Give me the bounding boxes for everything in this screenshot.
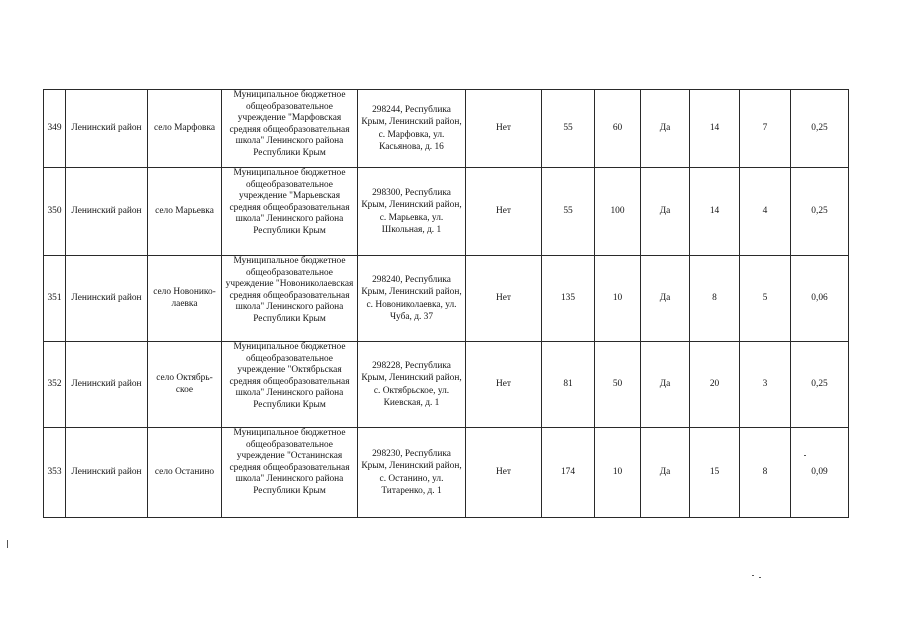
locality-cell: село Октябрь-ское	[148, 342, 222, 428]
col10-cell: 14	[690, 168, 740, 256]
col8-cell: 100	[595, 168, 641, 256]
table-body	[44, 90, 849, 518]
locality-cell: село Новонико-лаевка	[148, 256, 222, 342]
row-number: 353	[44, 428, 66, 518]
col9-cell: Да	[641, 342, 690, 428]
col10-cell: 15	[690, 428, 740, 518]
row-number: 351	[44, 256, 66, 342]
col11-cell: 7	[740, 90, 791, 168]
col12-cell: 0,25	[791, 342, 849, 428]
col7-cell: 55	[542, 168, 595, 256]
col8-cell: 10	[595, 256, 641, 342]
school-name-cell: Муниципальное бюджетное общеобразовательное учреждение "Новониколаевская средняя общеобразовательная школа" Ленинского района Республики Крым	[222, 256, 358, 342]
col11-cell: 8	[740, 428, 791, 518]
col11-cell: 4	[740, 168, 791, 256]
col7-cell: 81	[542, 342, 595, 428]
col10-cell: 14	[690, 90, 740, 168]
district-cell: Ленинский район	[66, 342, 148, 428]
table-row	[44, 256, 849, 342]
district-cell: Ленинский район	[66, 256, 148, 342]
col9-cell: Да	[641, 90, 690, 168]
col11-cell: 3	[740, 342, 791, 428]
col7-cell: 135	[542, 256, 595, 342]
scan-speck	[759, 577, 761, 578]
locality-cell: село Марфовка	[148, 90, 222, 168]
address-cell: 298300, Республика Крым, Ленинский район, с. Марьевка, ул. Школьная, д. 1	[358, 168, 466, 256]
col8-cell: 60	[595, 90, 641, 168]
table-row	[44, 168, 849, 256]
col6-cell: Нет	[466, 342, 542, 428]
col8-cell: 50	[595, 342, 641, 428]
schools-table	[43, 89, 849, 518]
school-name-cell: Муниципальное бюджетное общеобразовательное учреждение "Октябрьская средняя общеобразовательная школа" Ленинского района Республики Крым	[222, 342, 358, 428]
col7-cell: 55	[542, 90, 595, 168]
school-name-cell: Муниципальное бюджетное общеобразовательное учреждение "Останинская средняя общеобразовательная школа" Ленинского района Республики Крым	[222, 428, 358, 518]
row-number: 350	[44, 168, 66, 256]
address-cell: 298240, Республика Крым, Ленинский район, с. Новониколаевка, ул. Чуба, д. 37	[358, 256, 466, 342]
district-cell: Ленинский район	[66, 90, 148, 168]
col11-cell: 5	[740, 256, 791, 342]
col6-cell: Нет	[466, 90, 542, 168]
address-cell: 298228, Республика Крым, Ленинский район, с. Октябрьское, ул. Киевская, д. 1	[358, 342, 466, 428]
col12-cell: 0,09	[791, 428, 849, 518]
col10-cell: 20	[690, 342, 740, 428]
table-row	[44, 428, 849, 518]
row-number: 349	[44, 90, 66, 168]
locality-cell: село Марьевка	[148, 168, 222, 256]
col6-cell: Нет	[466, 168, 542, 256]
scan-speck	[752, 575, 754, 576]
address-cell: 298230, Республика Крым, Ленинский район, с. Останино, ул. Титаренко, д. 1	[358, 428, 466, 518]
district-cell: Ленинский район	[66, 168, 148, 256]
col9-cell: Да	[641, 428, 690, 518]
col6-cell: Нет	[466, 256, 542, 342]
school-name-cell: Муниципальное бюджетное общеобразовательное учреждение "Марьевская средняя общеобразовательная школа" Ленинского района Республики Крым	[222, 168, 358, 256]
row-number: 352	[44, 342, 66, 428]
scan-speck	[804, 455, 806, 456]
col8-cell: 10	[595, 428, 641, 518]
col6-cell: Нет	[466, 428, 542, 518]
district-cell: Ленинский район	[66, 428, 148, 518]
col9-cell: Да	[641, 256, 690, 342]
col10-cell: 8	[690, 256, 740, 342]
col9-cell: Да	[641, 168, 690, 256]
table-row	[44, 342, 849, 428]
address-cell: 298244, Республика Крым, Ленинский район, с. Марфовка, ул. Касьянова, д. 16	[358, 90, 466, 168]
table-row	[44, 90, 849, 168]
col12-cell: 0,25	[791, 90, 849, 168]
col12-cell: 0,06	[791, 256, 849, 342]
col12-cell: 0,25	[791, 168, 849, 256]
col7-cell: 174	[542, 428, 595, 518]
scan-speck	[7, 540, 8, 548]
locality-cell: село Останино	[148, 428, 222, 518]
school-name-cell: Муниципальное бюджетное общеобразовательное учреждение "Марфовская средняя общеобразовательная школа" Ленинского района Республики Крым	[222, 90, 358, 168]
